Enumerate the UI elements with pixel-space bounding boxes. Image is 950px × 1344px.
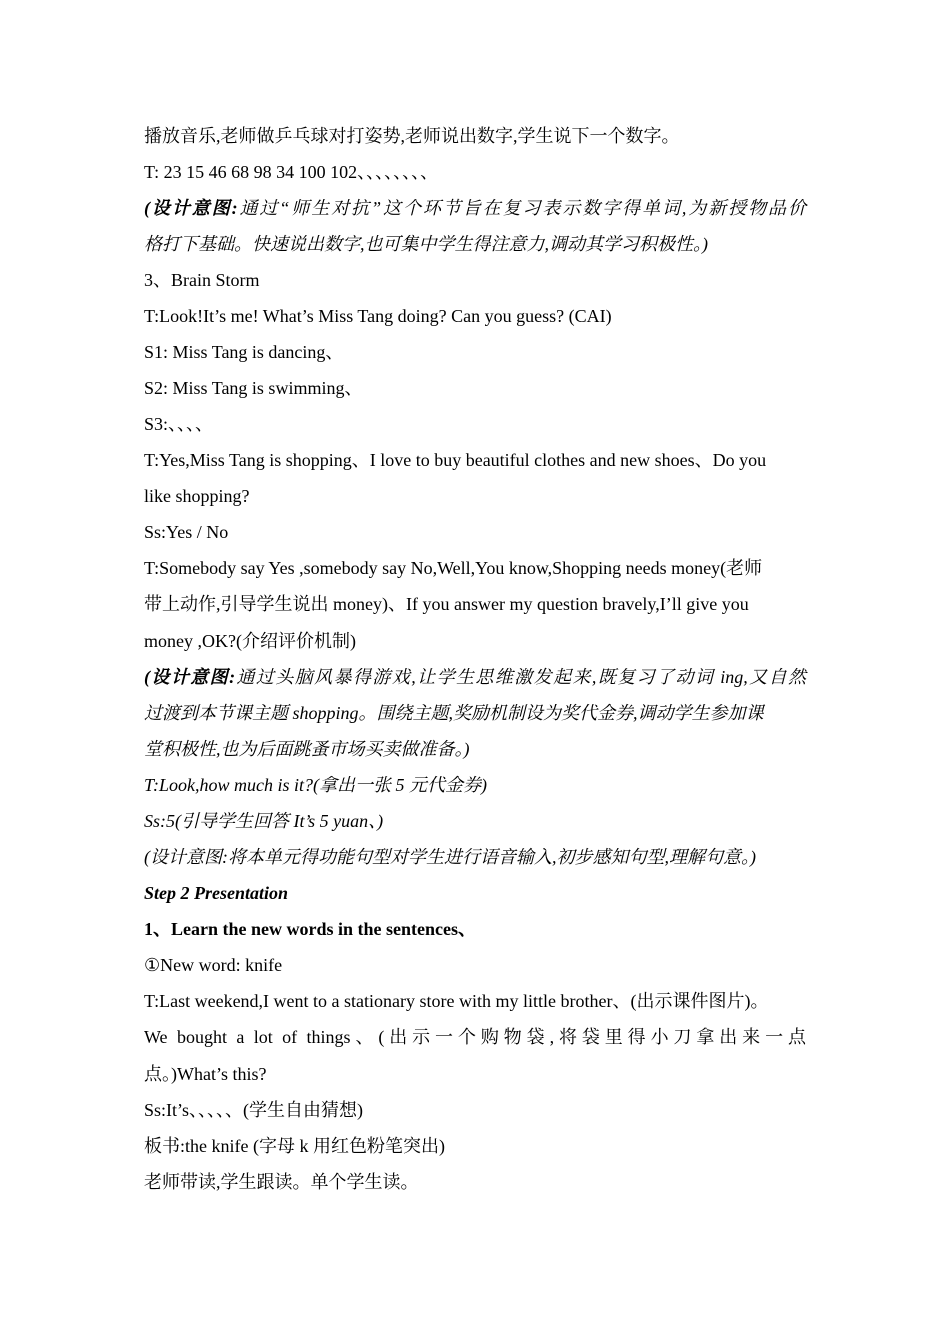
- text-line: T:Yes,Miss Tang is shopping、I love to buy beautiful clothes and new shoes、Do you: [144, 450, 767, 470]
- text-line: Ss:Yes / No: [144, 522, 229, 542]
- text-line: S3:、、、、: [144, 414, 214, 434]
- text-line: 堂积极性,也为后面跳蚤市场买卖做准备。): [144, 739, 470, 759]
- text-line: T:Look!It’s me! What’s Miss Tang doing? Can you guess? (CAI): [144, 306, 612, 326]
- design-intent-line: [144, 196, 806, 220]
- design-intent-line: [144, 665, 806, 689]
- step-heading: Step 2 Presentation: [144, 883, 289, 903]
- text-line: like shopping?: [144, 486, 250, 506]
- text-line: 老师带读,学生跟读。单个学生读。: [144, 1172, 419, 1192]
- text-line: Ss:It’s、、、、、(学生自由猜想): [144, 1100, 364, 1120]
- text-line: T:Last weekend,I went to a stationary store with my little brother、(出示课件图片)。: [144, 991, 769, 1011]
- text-line: T: 23 15 46 68 98 34 100 102、、、、、、、、: [144, 162, 439, 182]
- text-line: 格打下基础。快速说出数字,也可集中学生得注意力,调动其学习积极性。): [144, 234, 708, 254]
- section-heading: 3、Brain Storm: [144, 270, 260, 290]
- text-line: 过渡到本节课主题 shopping。围绕主题,奖励机制设为奖代金券,调动学生参加课: [144, 703, 764, 723]
- design-intent-label: (设计意图:: [144, 667, 236, 687]
- text-line: ①New word: knife: [144, 955, 283, 975]
- text-span: 通过头脑风暴得游戏,让学生思维激发起来,既复习了动词 ing,又自然: [235, 667, 806, 687]
- text-line: We bought a lot of things、(出示一个购物袋,将袋里得小刀拿出来一点: [144, 1027, 806, 1047]
- text-line: money ,OK?(介绍评价机制): [144, 631, 356, 651]
- text-line: S1: Miss Tang is dancing、: [144, 342, 344, 362]
- text-line: 带上动作,引导学生说出 money)、If you answer my question bravely,I’ll give you: [144, 594, 749, 614]
- text-line: S2: Miss Tang is swimming、: [144, 378, 363, 398]
- text-line: 板书:the knife (字母 k 用红色粉笔突出): [144, 1136, 445, 1156]
- text-line: Ss:5(引导学生回答 It’s 5 yuan、): [144, 811, 384, 831]
- text-line: T:Look,how much is it?(拿出一张 5 元代金券): [144, 775, 488, 795]
- text-span: 通过“师生对抗”这个环节旨在复习表示数字得单词,为新授物品价: [237, 198, 806, 218]
- subsection-heading: 1、Learn the new words in the sentences、: [144, 919, 476, 939]
- text-line: (设计意图:将本单元得功能句型对学生进行语音输入,初步感知句型,理解句意。): [144, 847, 756, 867]
- text-line: T:Somebody say Yes ,somebody say No,Well,You know,Shopping needs money(老师: [144, 558, 763, 578]
- design-intent-label: (设计意图:: [144, 198, 238, 218]
- text-line: 点。)What’s this?: [144, 1064, 267, 1084]
- text-line: 播放音乐,老师做乒乓球对打姿势,老师说出数字,学生说下一个数字。: [144, 126, 680, 146]
